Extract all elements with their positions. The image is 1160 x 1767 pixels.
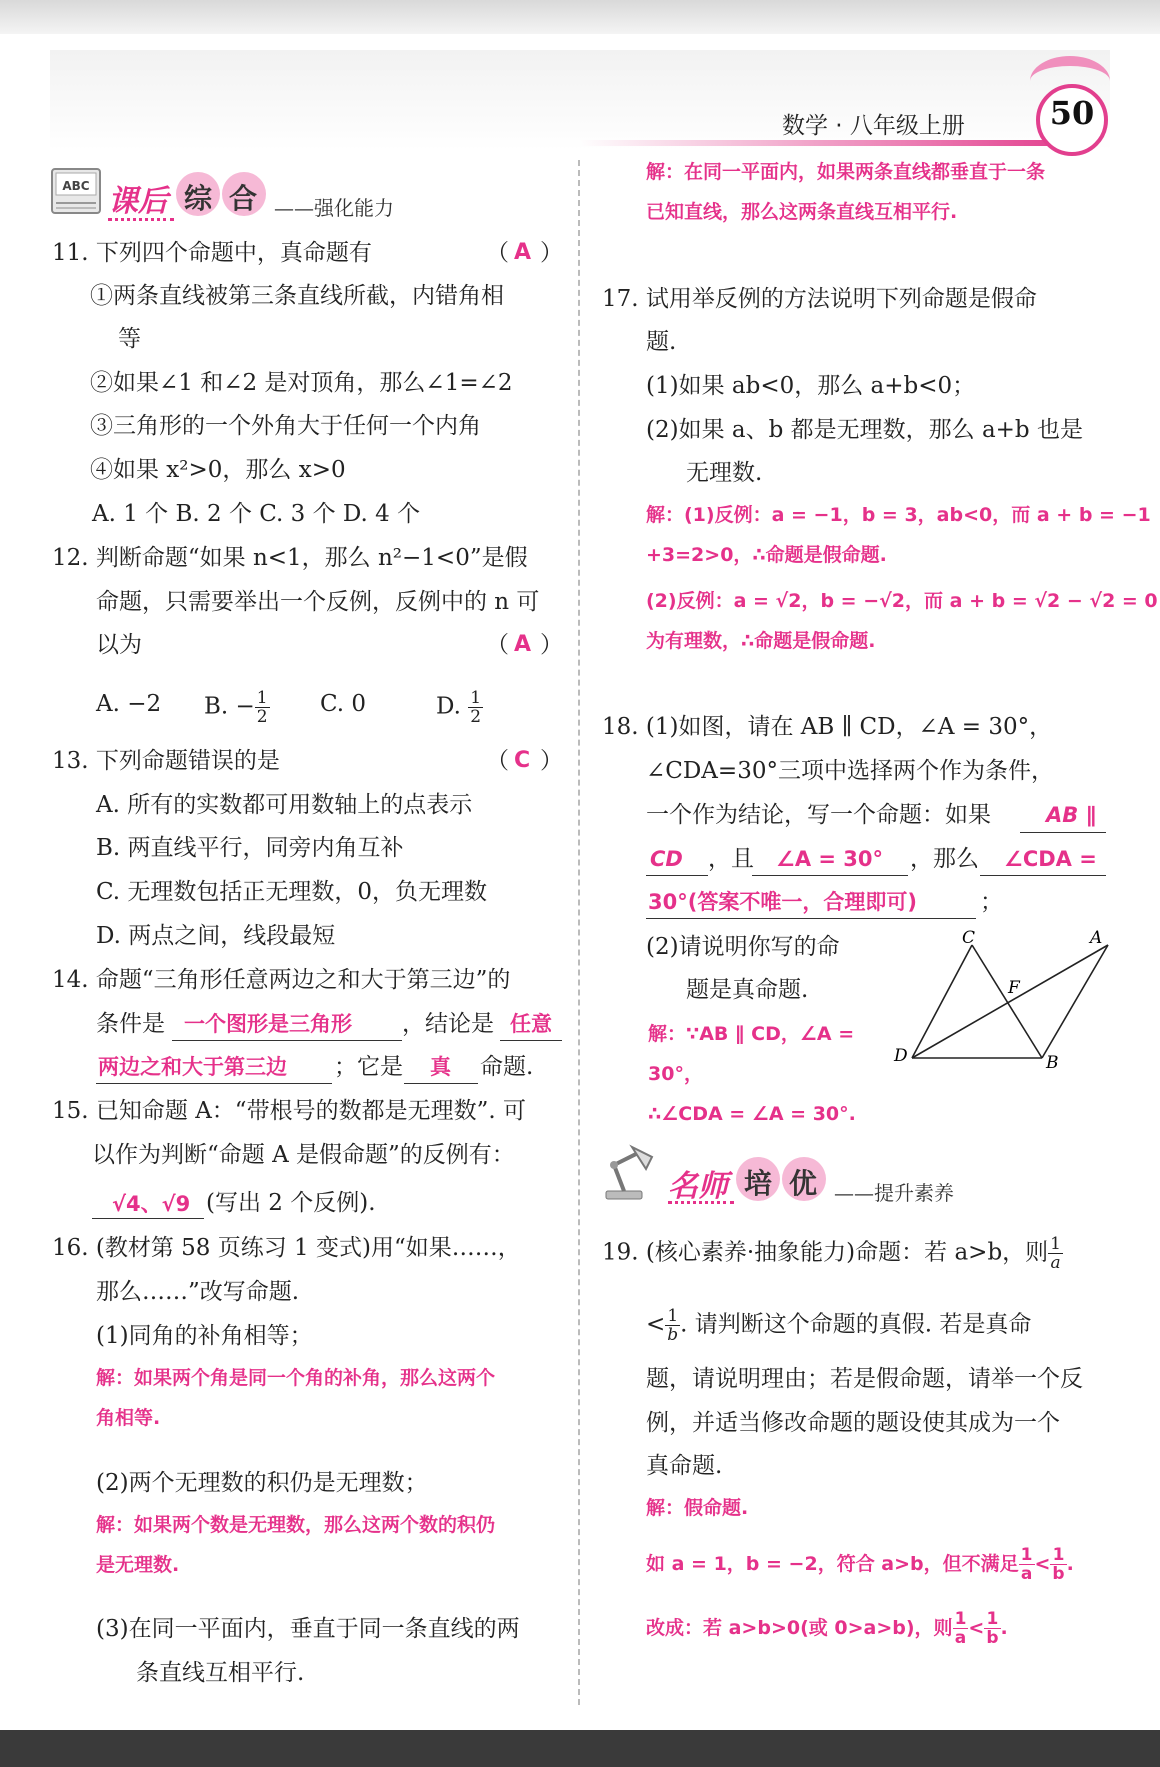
section1-title-c: 合	[229, 182, 258, 215]
q19-frac-2	[665, 1307, 680, 1344]
q18-answer-3a: ∠CDA =	[1004, 847, 1097, 871]
q16-part-2-solution-1: 解：如果两个数是无理数，那么这两个数的积仍	[96, 1514, 496, 1536]
q12-choice-b-label: B. −	[204, 693, 255, 720]
q16-line-2: 那么……”改写命题.	[96, 1279, 300, 1305]
q15-line-1: 15. 已知命题 A：“带根号的数都是无理数”. 可	[52, 1098, 526, 1124]
q19-sol2-frac-2-den: b	[1052, 1564, 1065, 1584]
q19-line-3: 题，请说明理由；若是假命题，请举一个反	[646, 1366, 1083, 1392]
q12-bracket-open: （	[486, 632, 509, 658]
q12-choice-d-label: D.	[436, 693, 461, 720]
q17-part-2-line-2: 无理数.	[686, 460, 763, 486]
q14-cond-pre: 条件是	[96, 1011, 165, 1037]
q18-answer-3b: 30°(答案不唯一，合理即可)	[648, 890, 917, 914]
q14-cond-underline	[172, 1040, 402, 1041]
q12-choice-d	[436, 689, 483, 726]
q12-choice-c: C. 0	[320, 691, 367, 717]
q13-bracket-open: （	[486, 748, 509, 774]
q16-part-3-solution-1: 解：在同一平面内，如果两条直线都垂直于一条	[646, 161, 1046, 183]
book-icon-label: ABC	[62, 179, 90, 193]
q12-choice-d-fraction	[468, 689, 483, 726]
q14-tail-underline	[404, 1083, 478, 1084]
q19-line-2	[646, 1307, 1031, 1344]
q14-tail-answer: 真	[430, 1055, 451, 1079]
q12-choice-b-fraction	[255, 689, 270, 726]
q16-part-3-line-2: 条直线互相平行.	[136, 1660, 305, 1686]
q19-sol2-frac-1-num: 1	[1020, 1545, 1033, 1565]
q12-line-2: 命题，只需要举出一个反例，反例中的 n 可	[96, 589, 540, 615]
section1-title-b: 综	[184, 182, 213, 215]
section2-subtitle: ——提升素养	[834, 1181, 954, 1205]
q19-sol3-frac-2	[984, 1610, 1000, 1647]
section1-subtitle: ——强化能力	[274, 196, 394, 220]
q16-part-1: (1)同角的补角相等；	[96, 1323, 313, 1349]
q14-concl-underline-1	[500, 1040, 562, 1041]
q18-solution-2: 30°，	[648, 1063, 703, 1085]
section1-title-a: 课后	[108, 184, 168, 219]
top-shadow	[0, 0, 1160, 34]
q19-line-4: 例，并适当修改命题的题设使其成为一个	[646, 1410, 1060, 1436]
q17-solution-1-line-2: +3=2>0，∴命题是假命题.	[646, 544, 887, 566]
q19-solution-2-text: 如 a = 1，b = −2，符合 a>b，但不满足	[646, 1553, 1019, 1575]
q18-solution-3: ∴∠CDA = ∠A = 30°.	[648, 1103, 856, 1125]
q13-option-b: B. 两直线平行，同旁内角互补	[96, 835, 404, 861]
q16-part-1-solution-2: 角相等.	[96, 1407, 161, 1429]
q19-frac-1-num: 1	[1050, 1234, 1061, 1254]
q14-tail-pre: ；它是	[334, 1054, 403, 1080]
q18-blank-1-underline-a	[1020, 832, 1106, 833]
q19-sol2-lt: <	[1034, 1553, 1051, 1575]
q19-sol3-frac-1-den: a	[954, 1628, 967, 1648]
figure-label-c: C	[962, 930, 976, 948]
book-icon	[50, 163, 106, 219]
q14-cond-answer: 一个图形是三角形	[184, 1012, 352, 1036]
q18-part-2-line-2: 题是真命题.	[686, 977, 809, 1003]
q16-part-2-solution-2: 是无理数.	[96, 1554, 180, 1576]
q16-part-2: (2)两个无理数的积仍是无理数；	[96, 1470, 428, 1496]
q11-bracket-close: ）	[540, 240, 563, 266]
q13-stem: 13. 下列命题错误的是	[52, 748, 280, 774]
q19-line-1-text: 19. (核心素养·抽象能力)命题：若 a>b，则	[602, 1239, 1049, 1266]
q12-choice-b-num: 1	[256, 688, 268, 708]
q13-bracket-close: ）	[540, 748, 563, 774]
q11-option-1-cont: 等	[118, 326, 141, 352]
q14-tail-post: 命题.	[480, 1054, 534, 1080]
q19-lt: <	[646, 1311, 666, 1338]
q17-solution-2-line-2: 为有理数，∴命题是假命题.	[646, 630, 876, 652]
q18-blank-2-underline	[752, 875, 908, 876]
q19-frac-1	[1048, 1235, 1063, 1272]
q12-answer: A	[514, 632, 532, 657]
figure-label-b: B	[1046, 1053, 1059, 1070]
q19-line-5: 真命题.	[646, 1453, 723, 1479]
q11-choices: A. 1 个 B. 2 个 C. 3 个 D. 4 个	[92, 501, 421, 527]
q18-answer-1a: AB ∥	[1046, 803, 1097, 827]
q12-choice-a: A. −2	[96, 691, 162, 717]
q11-option-1: ①两条直线被第三条直线所截，内错角相	[90, 283, 504, 309]
q15-underline	[92, 1218, 204, 1219]
q18-part-2-line-1: (2)请说明你写的命	[646, 934, 840, 960]
q13-option-c: C. 无理数包括正无理数，0，负无理数	[96, 879, 488, 905]
column-divider	[578, 160, 580, 1705]
q18-mid-1: ，且	[708, 846, 754, 872]
q19-sol3-frac-2-den: b	[986, 1628, 999, 1648]
figure-label-d: D	[894, 1046, 908, 1066]
q14-concl-underline-2	[96, 1083, 332, 1084]
q11-stem: 11. 下列四个命题中，真命题有	[52, 240, 372, 266]
q17-solution-1-line-1: 解：(1)反例：a = −1，b = 3，ab<0，而 a + b = −1	[646, 504, 1151, 526]
q18-answer-2: ∠A = 30°	[776, 847, 884, 871]
q12-choice-b	[204, 689, 270, 726]
q17-line-2: 题.	[646, 329, 677, 355]
q12-choice-b-den: 2	[256, 707, 268, 727]
q19-sol3-frac-1	[953, 1610, 969, 1647]
lamp-icon	[598, 1143, 660, 1203]
q19-sol3-end: .	[1000, 1617, 1008, 1639]
q19-frac-2-num: 1	[665, 1307, 680, 1326]
q11-option-4: ④如果 x²>0，那么 x>0	[90, 457, 346, 483]
q19-sol2-frac-1-den: a	[1020, 1564, 1033, 1584]
q18-blank-3-underline-b	[646, 918, 976, 919]
q14-line-1: 14. 命题“三角形任意两边之和大于第三边”的	[52, 967, 511, 993]
q11-option-3: ③三角形的一个外角大于任何一个内角	[90, 413, 481, 439]
q16-part-3-solution-2: 已知直线，那么这两条直线互相平行.	[646, 201, 958, 223]
header-underline	[580, 140, 1070, 146]
q11-option-2: ②如果∠1 和∠2 是对顶角，那么∠1=∠2	[90, 370, 513, 396]
q12-choice-d-num: 1	[470, 688, 482, 708]
q18-solution-1: 解：∵AB ∥ CD，∠A =	[648, 1023, 855, 1045]
q19-sol3-lt: <	[968, 1617, 985, 1639]
section2-dots	[668, 1201, 734, 1208]
q13-answer: C	[514, 748, 531, 773]
section1-dots	[108, 218, 174, 225]
q14-concl-pre: ，结论是	[402, 1011, 494, 1037]
q19-sol2-frac-2	[1050, 1546, 1066, 1583]
q18-mid-2: ，那么	[910, 846, 979, 872]
q17-part-2-line-1: (2)如果 a、b 都是无理数，那么 a+b 也是	[646, 417, 1083, 443]
q13-option-d: D. 两点之间，线段最短	[96, 923, 336, 949]
figure-line-ba	[1042, 945, 1108, 1058]
q18-figure	[890, 930, 1120, 1070]
q14-concl-answer-2: 两边之和大于第三边	[98, 1055, 287, 1079]
q19-solution-3	[646, 1610, 1008, 1647]
figure-label-a: A	[1090, 930, 1103, 948]
header-subject: 数学 · 八年级上册	[782, 113, 965, 139]
q18-blank-3-underline-a	[980, 875, 1106, 876]
q13-option-a: A. 所有的实数都可用数轴上的点表示	[96, 792, 473, 818]
q12-line-1: 12. 判断命题“如果 n<1，那么 n²−1<0”是假	[52, 545, 528, 571]
q14-concl-answer-1: 任意	[510, 1012, 552, 1036]
q15-post: (写出 2 个反例).	[206, 1190, 376, 1216]
q12-line-3: 以为	[96, 632, 142, 658]
q15-line-2: 以作为判断“命题 A 是假命题”的反例有：	[92, 1142, 515, 1168]
figure-label-f: F	[1008, 978, 1020, 998]
q18-answer-1b: CD	[650, 847, 683, 871]
q19-sol3-frac-2-num: 1	[984, 1610, 1000, 1629]
q19-solution-2	[646, 1546, 1074, 1583]
section2-title-a: 名师	[668, 1169, 728, 1204]
q16-part-3-line-1: (3)在同一平面内，垂直于同一条直线的两	[96, 1616, 520, 1642]
q19-frac-2-den: b	[667, 1325, 679, 1345]
q18-end: ；	[980, 889, 1003, 915]
q19-sol2-end: .	[1066, 1553, 1074, 1575]
q16-part-1-solution-1: 解：如果两个角是同一个角的补角，那么这两个	[96, 1367, 496, 1389]
q19-sol2-frac-1	[1019, 1546, 1035, 1583]
q18-blank-1-underline-b	[646, 875, 708, 876]
q19-frac-1-den: a	[1050, 1253, 1061, 1273]
q18-line-3: 一个作为结论，写一个命题：如果	[646, 802, 991, 828]
q11-bracket-open: （	[486, 240, 509, 266]
section2-title-c: 优	[789, 1167, 818, 1200]
q19-line-1	[602, 1235, 1063, 1272]
q17-line-1: 17. 试用举反例的方法说明下列命题是假命	[602, 286, 1037, 312]
q12-choice-d-den: 2	[470, 707, 482, 727]
q19-line-2-text: . 请判断这个命题的真假. 若是真命	[680, 1311, 1032, 1338]
page-number: 50	[1049, 94, 1095, 132]
q19-solution-1: 解：假命题.	[646, 1497, 749, 1519]
q16-line-1: 16. (教材第 58 页练习 1 变式)用“如果……，	[52, 1235, 521, 1261]
figure-line-cb	[972, 945, 1042, 1058]
q15-answer: √4、√9	[112, 1192, 191, 1216]
q17-part-1: (1)如果 ab<0，那么 a+b<0；	[646, 373, 976, 399]
q12-bracket-close: ）	[540, 632, 563, 658]
q19-solution-3-text: 改成：若 a>b>0(或 0>a>b)，则	[646, 1617, 953, 1639]
q18-line-1: 18. (1)如图，请在 AB ∥ CD，∠A = 30°，	[602, 714, 1053, 740]
q19-sol2-frac-2-num: 1	[1050, 1546, 1066, 1565]
q19-sol3-frac-1-num: 1	[954, 1609, 967, 1629]
section2-title-b: 培	[744, 1167, 773, 1200]
q11-answer: A	[514, 240, 532, 265]
q18-line-2: ∠CDA=30°三项中选择两个作为条件，	[646, 758, 1054, 784]
q17-solution-2-line-1: (2)反例：a = √2，b = −√2，而 a + b = √2 − √2 = 0	[646, 590, 1158, 612]
